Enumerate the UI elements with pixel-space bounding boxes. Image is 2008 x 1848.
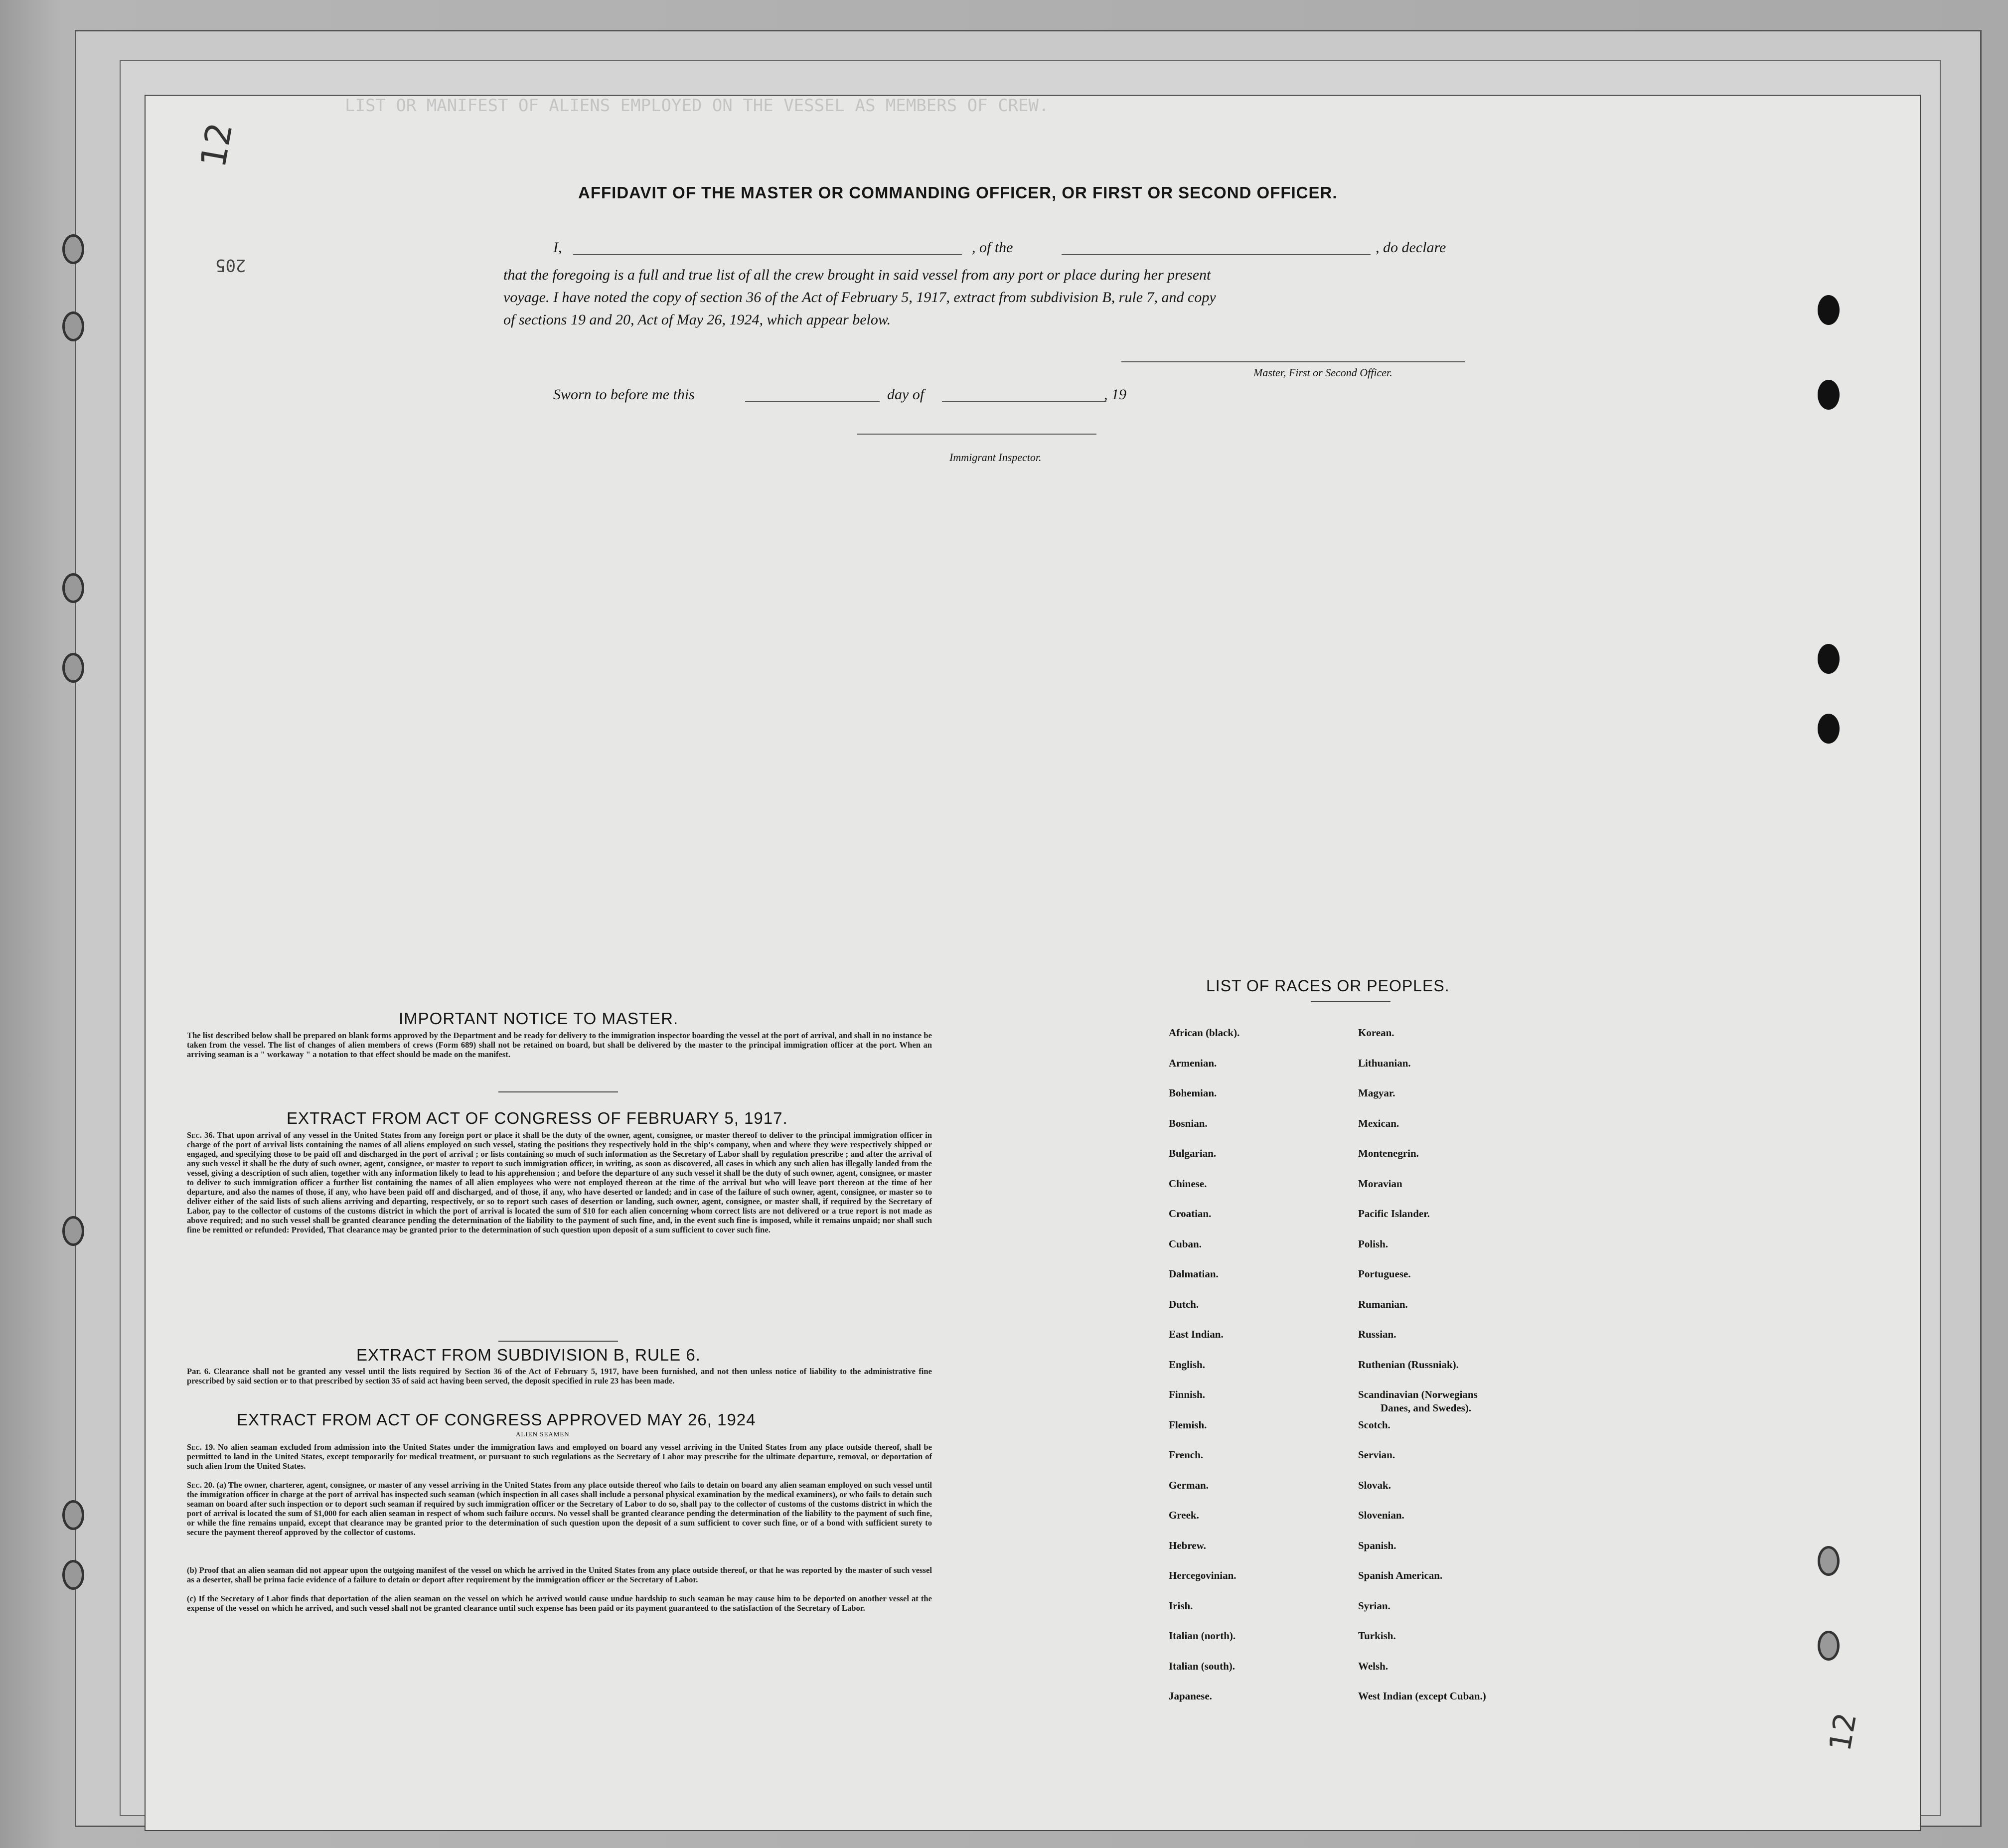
punch-hole [62,573,84,603]
punch-hole [1818,714,1840,744]
race-item: Dalmatian. [1169,1268,1219,1280]
punch-hole [1818,644,1840,674]
race-item: African (black). [1169,1027,1240,1039]
race-item: Chinese. [1169,1177,1207,1190]
alien-seamen-subtitle: ALIEN SEAMEN [516,1430,570,1438]
section-body: (a) The owner, charterer, agent, consignee, or master of any vessel arriving in the United States from any place outside thereof who fails to detain on board any alien seaman employed on such vessel until the immigration officer in charge at the port of arrival has inspected such seaman (which inspection in all cases shall include a personal physical examination by the medical examiners), or who fails to detain such seaman on board after such inspection or to deport such seaman if required by such immigration officer or the Secretary of Labor to do so, shall pay to the collector of customs of the customs district in which the port of arrival is located the sum of $1,000 for each alien seaman in respect of whom such failure occurs. No vessel shall be granted clearance pending the determination of the liability to the payment of such fine, or while the fine remains unpaid, except that clearance may be granted prior to the determination of such question upon the deposit of a sum sufficient to cover such fine, or of a bond with sufficient surety to secure the payment thereof approved by the collector of customs. [187,1480,932,1537]
race-item: Spanish American. [1358,1569,1443,1581]
rule6-text: Par. 6. Clearance shall not be granted any vessel until the lists required by Section 36 of the Act of February 5, 1917, have been furnished, and not then unless notice of liability to the administrative fine prescribed by said section or to that prescribed by section 35 of said act having been served, the deposit specified in rule 23 has been made. [187,1367,932,1386]
race-item: Korean. [1358,1027,1394,1039]
race-item: Armenian. [1169,1057,1217,1069]
race-item: Scotch. [1358,1418,1390,1431]
race-item: Slovak. [1358,1479,1391,1491]
affidavit-title: AFFIDAVIT OF THE MASTER OR COMMANDING OFFICER, OR FIRST OR SECOND OFFICER. [578,183,1338,202]
race-item: Bulgarian. [1169,1147,1217,1159]
affidavit-of-the: , of the [972,239,1013,256]
sec19-text [187,1442,932,1471]
race-item: German. [1169,1479,1209,1491]
extract-1917-text [187,1130,932,1234]
race-item: East Indian. [1169,1328,1224,1340]
race-item: Russian. [1358,1328,1396,1340]
inspector-blank[interactable] [857,434,1096,435]
punch-hole [62,1500,84,1530]
race-item: Italian (north). [1169,1630,1236,1642]
section-body: That upon arrival of any vessel in the United States from any foreign port or place it shall be the duty of the owner, agent, consignee, or master thereof to deliver to the principal immigration officer in charge of the port of arrival lists containing the names of all aliens employed on such vessel, stating the positions they respectively hold in the ship's company, when and where they were respectively shipped or engaged, and specifying those to be paid off and discharged in the port of arrival ; or lists containing so much of such information as the Secretary of Labor shall by regulation prescribe ; and after the arrival of any such vessel it shall be the duty of such owner, agent, consignee, or master to report to such immigration officer, in writing, as soon as discovered, all cases in which any such alien has illegally landed from the vessel, giving a description of such alien, together with any information likely to lead to his apprehension ; and before the departure of any such vessel it shall be the duty of such owner, agent, consignee, or master to deliver to such immigration officer a further list containing the names of all alien employees who were not employed thereon at the time of the arrival but who will leave port thereon at the time of her departure, and also the names of those, if any, who have been paid off and discharged, and of those, if any, who have deserted or landed; and in case of the failure of such owner, agent, consignee, or master so to deliver either of the said lists of such aliens arriving and departing, respectively, or so to report such cases of desertion or landing, such owner, agent, consignee, or master shall, if required by the Secretary of Labor, pay to the collector of customs of the customs district in which the port of arrival is located the sum of $10 for each alien concerning whom correct lists are not delivered or a true report is not made as above required; and no such vessel shall be granted clearance pending the determination of the liability to the payment of such fine, and, in the event such fine is imposed, while it remains unpaid; nor shall such fine be remitted or refunded: Provided, That clearance may be granted prior to the determination of such question upon deposit of a sum sufficient to cover such fine. [187,1130,932,1234]
race-item: West Indian (except Cuban.) [1358,1690,1486,1702]
signature-blank[interactable] [1121,361,1465,362]
race-item: Greek. [1169,1509,1199,1521]
page-number-bottom: 12 [1823,1710,1864,1754]
race-item: Syrian. [1358,1599,1390,1612]
race-item: Magyar. [1358,1087,1395,1099]
vessel-blank[interactable] [1062,254,1371,255]
race-item: Pacific Islander. [1358,1208,1430,1220]
section-label: Sec. 19. [187,1442,215,1452]
affidavit-line4: of sections 19 and 20, Act of May 26, 1924, which appear below. [503,311,891,328]
punch-hole [1818,295,1840,325]
race-item: Bohemian. [1169,1087,1217,1099]
notice-title: IMPORTANT NOTICE TO MASTER. [399,1009,679,1028]
divider [1311,1001,1390,1002]
day-of-label: day of [887,386,925,403]
punch-hole [1818,1546,1840,1576]
race-item: Finnish. [1169,1388,1205,1400]
manifest-page: LIST OR MANIFEST OF ALIENS EMPLOYED ON THE VESSEL AS MEMBERS OF CREW. 205 [145,95,1921,1831]
punch-hole [62,234,84,264]
race-item: Mexican. [1358,1117,1399,1129]
punch-hole [1818,380,1840,410]
affidavit-line2: that the foregoing is a full and true list of all the crew brought in said vessel from any port or place during her present [503,267,1211,283]
race-item: English. [1169,1358,1205,1371]
section-label: Sec. 20. [187,1480,215,1490]
race-item: Spanish. [1358,1539,1396,1551]
signature-label: Master, First or Second Officer. [1253,366,1392,379]
section-label: Sec. 36. [187,1130,215,1140]
race-item: Irish. [1169,1599,1193,1612]
punch-hole [62,311,84,341]
punch-hole [62,1560,84,1590]
race-item: Rumanian. [1358,1298,1408,1310]
race-item: Scandinavian (Norwegians [1358,1388,1478,1400]
sec20b-text: (b) Proof that an alien seaman did not appear upon the outgoing manifest of the vessel on which he arrived in the United States from any place outside thereof, or that he was reported by the master of such vessel as a deserter, shall be prima facie evidence of a failure to detain or deport after requirement by the immigration officer or the Secretary of Labor. [187,1565,932,1584]
divider [498,1091,618,1092]
race-item: Dutch. [1169,1298,1199,1310]
sworn-label: Sworn to before me this [553,386,695,403]
race-item: Croatian. [1169,1208,1212,1220]
section-body: No alien seaman excluded from admission into the United States under the immigration laws and employed on board any vessel arriving in the United States from any place outside thereof, shall be permitted to land in the United States, except temporarily for medical treatment, or pursuant to such regulations as the Secretary of Labor may prescribe for the ultimate departure, removal, or deportation of such alien from the United States. [187,1442,932,1471]
inspector-label: Immigrant Inspector. [949,451,1042,463]
race-item: Lithuanian. [1358,1057,1411,1069]
race-item: Welsh. [1358,1660,1389,1672]
affidavit-line3: voyage. I have noted the copy of section 36 of the Act of February 5, 1917, extract from subdivision B, rule 7, and copy [503,289,1216,306]
sworn-day-blank[interactable] [745,401,880,402]
sec20c-text: (c) If the Secretary of Labor finds that deportation of the alien seaman on the vessel on which he arrived would cause undue hardship to such seaman he may cause him to be deported on another vessel at the expense of the vessel on which he arrived, and such vessel shall not be granted clearance until such expense has been paid or its payment guaranteed to the satisfaction of the Secretary of Labor. [187,1594,932,1613]
extract-1917-title: EXTRACT FROM ACT OF CONGRESS OF FEBRUARY 5, 1917. [287,1109,788,1127]
divider [498,1341,618,1342]
race-item: Moravian [1358,1177,1402,1190]
race-item: Slovenian. [1358,1509,1404,1521]
race-item: Montenegrin. [1358,1147,1419,1159]
race-item: Flemish. [1169,1418,1207,1431]
extract-1924-title: EXTRACT FROM ACT OF CONGRESS APPROVED MAY 26, 1924 [237,1410,756,1429]
rule6-title: EXTRACT FROM SUBDIVISION B, RULE 6. [356,1346,701,1364]
race-item: Danes, and Swedes). [1381,1402,1472,1414]
name-blank[interactable] [573,254,962,255]
race-item: Cuban. [1169,1237,1202,1250]
affidavit-i: I, [553,239,562,256]
affidavit-declare: , do declare [1376,239,1446,256]
punch-hole [1818,1631,1840,1661]
race-item: Turkish. [1358,1630,1396,1642]
races-title: LIST OF RACES OR PEOPLES. [1206,977,1450,995]
race-item: Hebrew. [1169,1539,1206,1551]
race-item: Portuguese. [1358,1268,1411,1280]
notice-text: The list described below shall be prepared on blank forms approved by the Department and be ready for delivery to the immigration inspector boarding the vessel at the port of arrival, and shall in no instance be taken from the vessel. The list of changes of alien members of crews (Form 689) shall not be retained on board, but shall be delivered by the master to the principal immigration officer at the port. When an arriving seaman is a " workaway " a notation to that effect should be made on the manifest. [187,1031,932,1059]
sec20a-text [187,1480,932,1537]
race-item: Japanese. [1169,1690,1212,1702]
race-item: Servian. [1358,1449,1395,1461]
race-item: Italian (south). [1169,1660,1236,1672]
punch-hole [62,1216,84,1246]
punch-hole [62,653,84,683]
sworn-month-blank[interactable] [942,401,1106,402]
stamp-number: 205 [215,255,246,275]
year-label: , 19 [1104,386,1126,403]
race-item: French. [1169,1449,1204,1461]
race-item: Ruthenian (Russniak). [1358,1358,1459,1371]
race-item: Bosnian. [1169,1117,1208,1129]
race-item: Polish. [1358,1237,1389,1250]
page-number-corner: 12 [192,120,241,170]
race-item: Hercegovinian. [1169,1569,1236,1581]
